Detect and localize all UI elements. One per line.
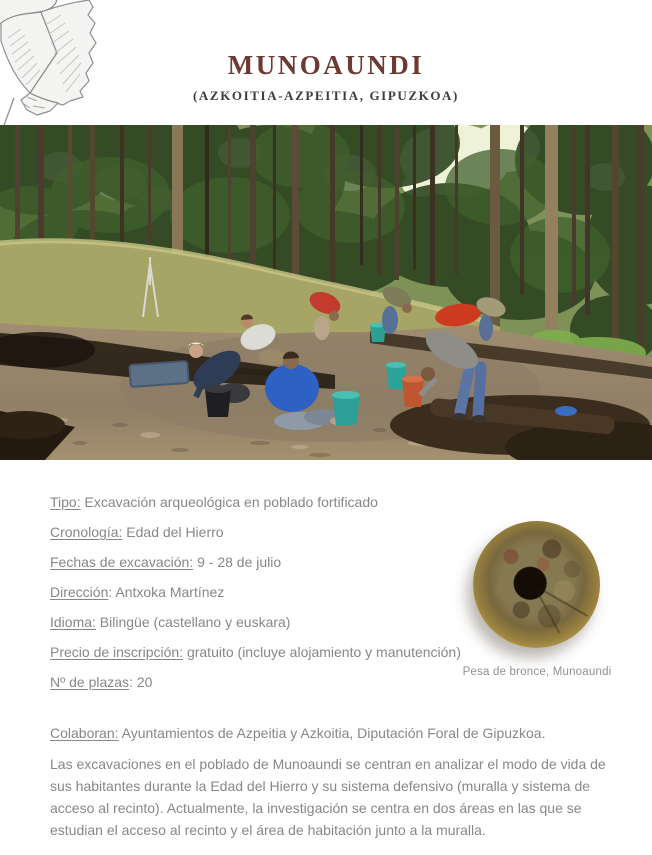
collaboration-line	[50, 723, 636, 744]
black-bucket	[205, 385, 231, 417]
teal-bucket	[332, 391, 360, 425]
detail-idioma	[50, 612, 464, 632]
collaboration-label: Colaboran:	[50, 725, 119, 741]
blue-lid	[555, 406, 577, 416]
sieve-tray	[129, 361, 188, 387]
detail-value: Excavación arqueológica en poblado fortificado	[80, 494, 378, 510]
detail-label: Tipo:	[50, 494, 81, 510]
excavation-photo	[0, 125, 652, 460]
description-paragraph: Las excavaciones en el poblado de Munoaundi se centran en analizar el modo de vida de sus habitantes durante la Edad del Hierro y su sistema defensivo (muralla y sistema de acceso al recinto). Actualmente, la investigación se centra en dos áreas en las que se estudian el acceso al recinto y el área de habitación junto a la muralla.	[50, 756, 606, 838]
page-subtitle: (AZKOITIA-AZPEITIA, GIPUZKOA)	[193, 88, 459, 103]
detail-value: gratuito (incluye alojamiento y manutención)	[183, 644, 461, 660]
detail-label: Idioma:	[50, 614, 96, 630]
detail-value: Bilingüe (castellano y euskara)	[95, 614, 291, 630]
detail-value: 9 - 28 de julio	[193, 554, 282, 570]
detail-fechas	[50, 552, 464, 572]
details-list	[50, 492, 464, 702]
header	[0, 50, 652, 104]
page-title: MUNOAUNDI	[227, 50, 425, 80]
detail-label: Dirección	[50, 584, 109, 600]
bronze-weight-photo	[473, 521, 600, 648]
detail-value: : Antxoka Martínez	[108, 584, 225, 600]
detail-tipo	[50, 492, 464, 512]
detail-label: Fechas de excavación:	[50, 554, 194, 570]
detail-label: Cronología:	[50, 524, 123, 540]
detail-cronologia	[50, 522, 464, 542]
collaboration-value: Ayuntamientos de Azpeitia y Azkoitia, Diputación Foral de Gipuzkoa.	[118, 725, 546, 741]
detail-plazas	[50, 672, 464, 692]
detail-value: : 20	[129, 674, 153, 690]
detail-direccion	[50, 582, 464, 602]
detail-value: Edad del Hierro	[122, 524, 224, 540]
detail-label: Nº de plazas	[50, 674, 130, 690]
figure-caption: Pesa de bronce, Munoaundi	[462, 666, 612, 678]
detail-label: Precio de inscripción:	[50, 644, 184, 660]
detail-precio	[50, 642, 464, 662]
